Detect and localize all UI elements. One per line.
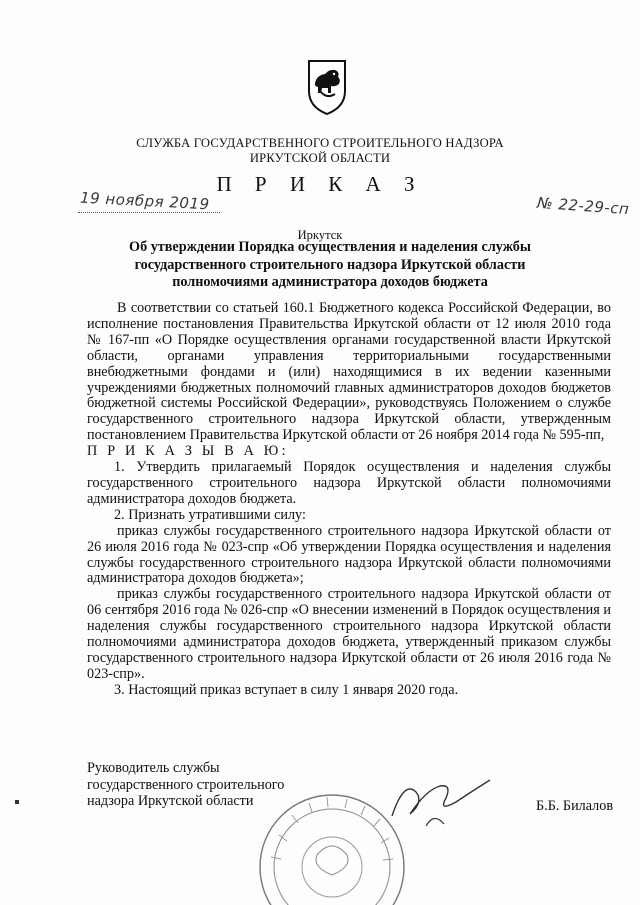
item-2-b: приказ службы государственного строительного надзора Иркутской области от 06 сентября 2016 года № 026-спр «О внесении изменений в Порядок осуществления и наделения службы государственного строительного надзора Иркутской области полномочиями администратора доходов бюджета, утвержденный приказом службы государственного строительного надзора Иркутской области от 26 июля 2016 года № 023-спр». [87, 586, 611, 682]
item-2-a: приказ службы государственного строительного надзора Иркутской области от 26 июля 2016 года № 023-спр «Об утверждении Порядка осуществления и наделения службы государственного строительного надзора Иркутской области полномочиями администратора доходов бюджета»; [87, 522, 611, 587]
handwritten-date: 19 ноября 2019 [79, 188, 210, 214]
order-word: П Р И К А З Ы В А Ю: [87, 443, 289, 460]
item-3: 3. Настоящий приказ вступает в силу 1 января 2020 года. [114, 681, 459, 698]
preamble-paragraph: В соответствии со статьей 160.1 Бюджетного кодекса Российской Федерации, во исполнение постановления Правительства Иркутской области от 12 июля 2010 года № 167-пп «О Порядке осуществления органами государственной власти Иркутской области, органами управления территориальными государственными внебюджетными фондами и (или) находящимися в их ведении казенными учреждениями бюджетных полномочий главных администраторов доходов бюджетов бюджетной системы Российской Федерации», руководствуясь Положением о службе государственного строительного надзора Иркутской области, утвержденным постановлением Правительства Иркутской области от 26 ноября 2014 года № 595-пп, [87, 300, 611, 444]
signer-position-line-2: государственного строительного [87, 776, 285, 793]
order-body [87, 301, 611, 699]
irkutsk-emblem-icon [305, 57, 349, 117]
signer-position [87, 760, 284, 810]
scan-artifact [15, 800, 19, 804]
org-name-line-2: ИРКУТСКОЙ ОБЛАСТИ [249, 151, 391, 165]
date-underline [78, 212, 220, 213]
order-heading: Об утверждении Порядка осуществления и наделения службы государственного строительного надзора Иркутской области полномочиями администратора доходов бюджета [129, 239, 531, 290]
item-1: 1. Утвердить прилагаемый Порядок осуществления и наделения службы государственного строительного надзора Иркутской области полномочиями администратора доходов бюджета. [87, 459, 611, 507]
signer-name: Б.Б. Билалов [536, 798, 614, 814]
doc-type-title: П Р И К А З [216, 172, 424, 196]
signer-position-line-3: надзора Иркутской области [87, 793, 254, 809]
item-2: 2. Признать утратившими силу: [114, 506, 306, 523]
signer-position-line-1: Руководитель службы [87, 760, 220, 776]
handwritten-order-number: № 22-29-сп [536, 193, 630, 219]
handwritten-signature-icon [386, 772, 496, 834]
official-stamp-icon [257, 775, 407, 905]
city-label: Иркутск [297, 228, 343, 242]
org-name-line-1: СЛУЖБА ГОСУДАРСТВЕННОГО СТРОИТЕЛЬНОГО НАДЗОРА [136, 136, 504, 150]
